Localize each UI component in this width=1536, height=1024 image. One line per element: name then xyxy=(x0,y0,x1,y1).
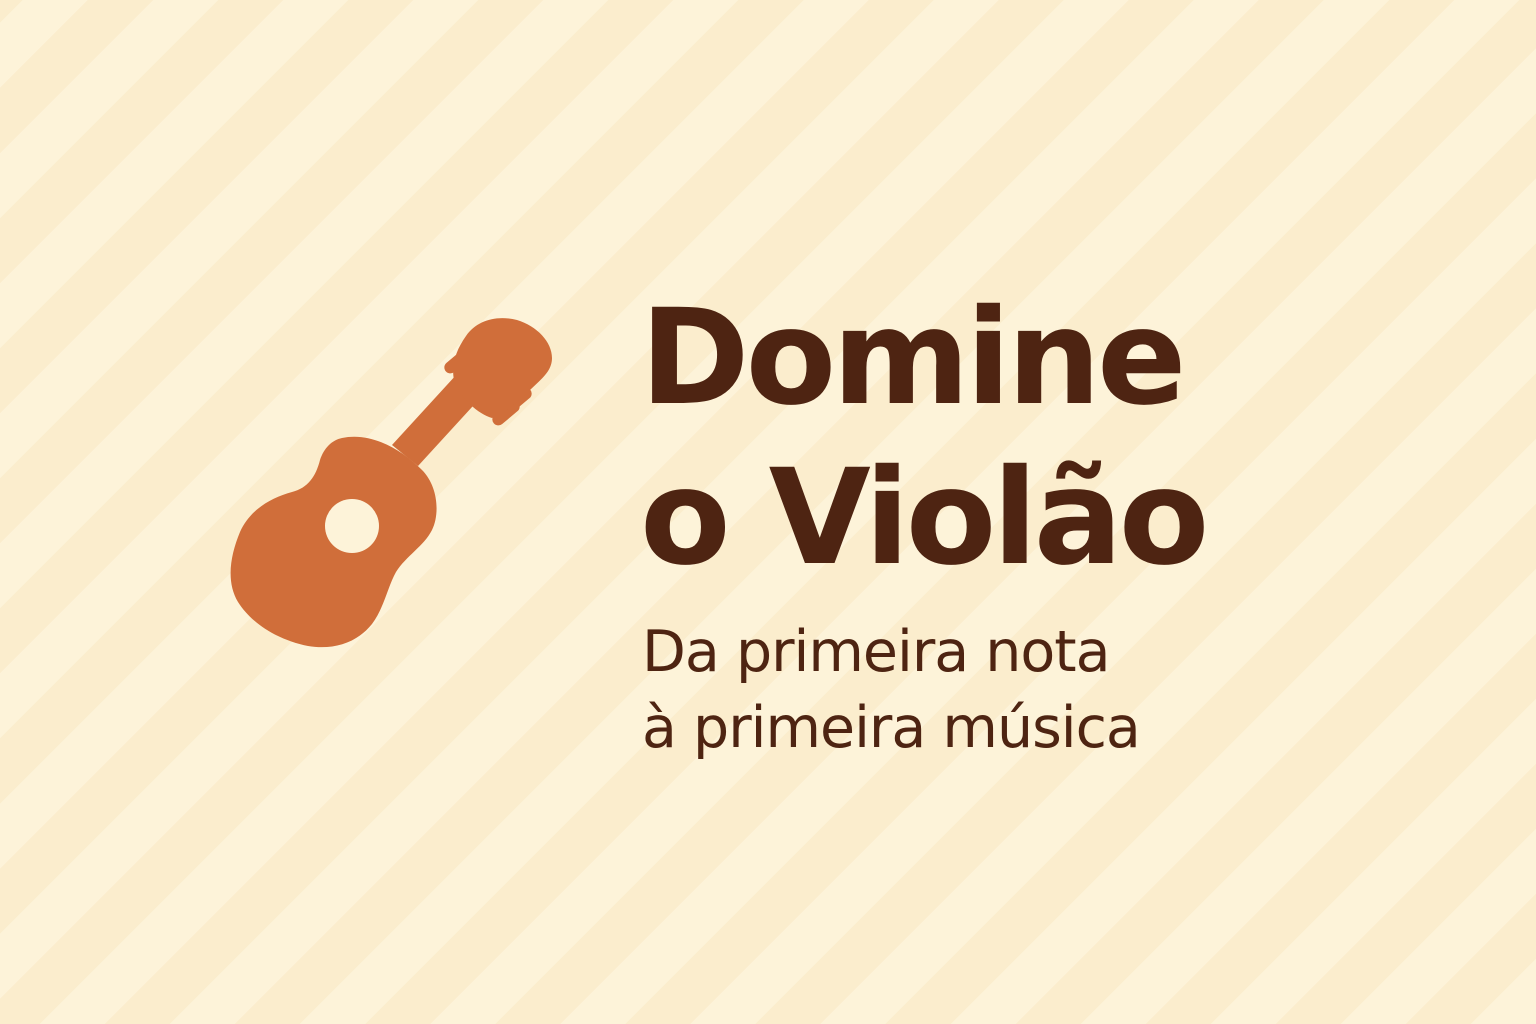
subtitle-line-1: Da primeira nota xyxy=(642,619,1110,685)
page-title xyxy=(640,278,1205,598)
title-line-2: o Violão xyxy=(640,441,1206,595)
subtitle xyxy=(642,614,1140,766)
subtitle-line-2: à primeira música xyxy=(642,695,1140,761)
guitar-icon xyxy=(222,310,562,660)
title-line-1: Domine xyxy=(640,281,1183,435)
